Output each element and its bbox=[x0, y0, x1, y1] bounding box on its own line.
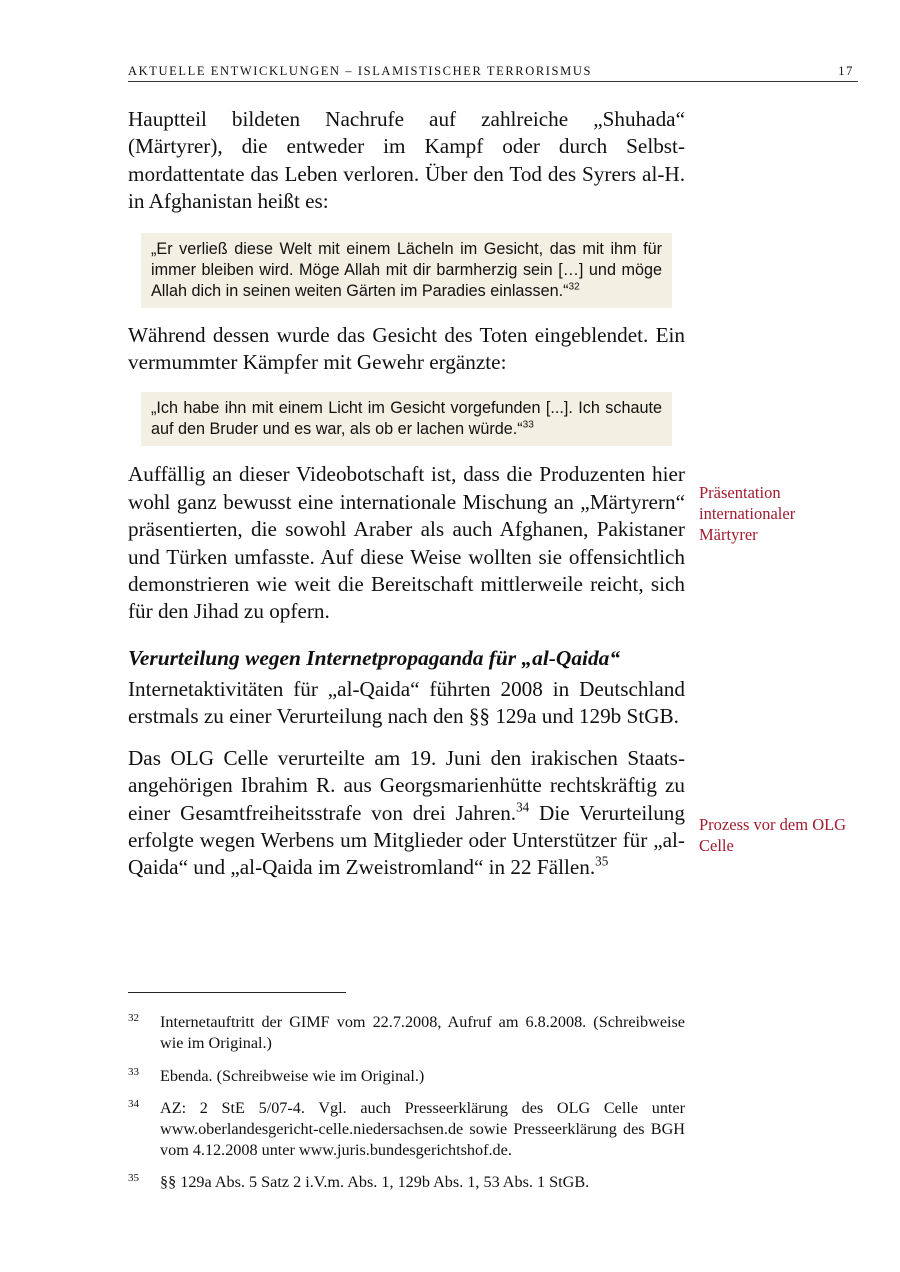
footnote-ref-35[interactable]: 35 bbox=[595, 853, 609, 869]
page-number: 17 bbox=[838, 64, 854, 78]
footnotes bbox=[128, 1012, 685, 1193]
quote-block-1 bbox=[141, 233, 672, 308]
footnote-ref-33[interactable]: 33 bbox=[522, 419, 534, 431]
paragraph-5 bbox=[128, 745, 685, 882]
footnote-34 bbox=[128, 1098, 685, 1161]
quote-1-text: „Er verließ diese Welt mit einem Lächeln im Gesicht, das mit ihm für immer bleiben wird. Möge Allah mit dir barmherzig sein […] und möge Allah dich in seinen weiten Gärten im Paradies einlassen.“ bbox=[151, 239, 662, 300]
footnote-text: Ebenda. (Schreibweise wie im Original.) bbox=[160, 1067, 425, 1085]
margin-note-presentation: Präsentation internationaler Märtyrer bbox=[699, 483, 796, 544]
main-text bbox=[128, 106, 685, 882]
footnote-number: 35 bbox=[128, 1172, 139, 1184]
header-title: AKTUELLE ENTWICKLUNGEN – ISLAMISTISCHER TERRORISMUS bbox=[128, 64, 592, 78]
footnote-number: 34 bbox=[128, 1098, 139, 1110]
footnote-number: 32 bbox=[128, 1012, 139, 1024]
footnote-ref-32[interactable]: 32 bbox=[568, 281, 580, 293]
paragraph-5-part-1: Das OLG Celle verurteilte am 19. Juni den irakischen Staatsangehörigen Ibrahim R. aus Georgsmarienhütte rechtskräftig zu einer Gesamtfreiheitsstrafe von drei Jahren. bbox=[128, 745, 685, 825]
section-heading: Verurteilung wegen Internetpropaganda für „al-Qaida“ bbox=[128, 645, 621, 670]
footnote-ref-34[interactable]: 34 bbox=[516, 798, 530, 814]
quote-2-text: „Ich habe ihn mit einem Licht im Gesicht vorgefunden [...]. Ich schaute auf den Bruder und es war, als ob er lachen würde.“ bbox=[151, 399, 662, 439]
paragraph-4: Internetaktivitäten für „al-Qaida“ führten 2008 in Deutschland erstmals zu einer Verurteilung nach den §§ 129a und 129b StGB. bbox=[128, 676, 685, 729]
paragraph-2: Während dessen wurde das Gesicht des Toten eingeblendet. Ein vermummter Kämpfer mit Gewehr ergänzte: bbox=[128, 322, 685, 375]
footnote-35 bbox=[128, 1172, 685, 1193]
paragraph-1: Hauptteil bildeten Nachrufe auf zahlreiche „Shuhada“ (Märtyrer), die entweder im Kampf oder durch Selbstmordattentate das Leben verloren. Über den Tod des Syrers al-H. in Afghanistan heißt es: bbox=[128, 107, 685, 214]
quote-block-2 bbox=[141, 392, 672, 446]
footnote-33 bbox=[128, 1066, 685, 1087]
paragraph-3: Auffällig an dieser Videobotschaft ist, dass die Produzenten hier wohl ganz bewusst eine internationale Mischung an „Märtyrern“ präsentierten, die sowohl Araber als auch Afghanen, Pakistaner und Türken umfasste. Auf diese Weise wollten sie offensichtlich demonstrieren wie weit die Bereitschaft mittlerweile reicht, sich für den Jihad zu opfern. bbox=[128, 462, 685, 624]
footnote-divider bbox=[128, 992, 346, 993]
footnote-number: 33 bbox=[128, 1066, 139, 1078]
footnote-32 bbox=[128, 1012, 685, 1054]
margin-note-trial: Prozess vor dem OLG Celle bbox=[699, 815, 847, 855]
paragraph-5-part-2: Die Verurteilung erfolgte wegen Werbens um Mitglieder oder Unterstützer für „al-Qaida“ und „al-Qaida im Zweistromland“ in 22 Fällen. bbox=[128, 800, 685, 880]
running-header bbox=[128, 63, 858, 82]
footnote-text: Internetauftritt der GIMF vom 22.7.2008, Aufruf am 6.8.2008. (Schreibweise wie im Original.) bbox=[160, 1013, 685, 1052]
footnote-text: AZ: 2 StE 5/07-4. Vgl. auch Presseerklärung des OLG Celle unter www.oberlandesgericht-celle.niedersachsen.de sowie Presseerklärung des BGH vom 4.12.2008 unter www.juris.bundesgerichtshof.de. bbox=[160, 1099, 685, 1159]
footnote-text: §§ 129a Abs. 5 Satz 2 i.V.m. Abs. 1, 129b Abs. 1, 53 Abs. 1 StGB. bbox=[160, 1173, 590, 1191]
